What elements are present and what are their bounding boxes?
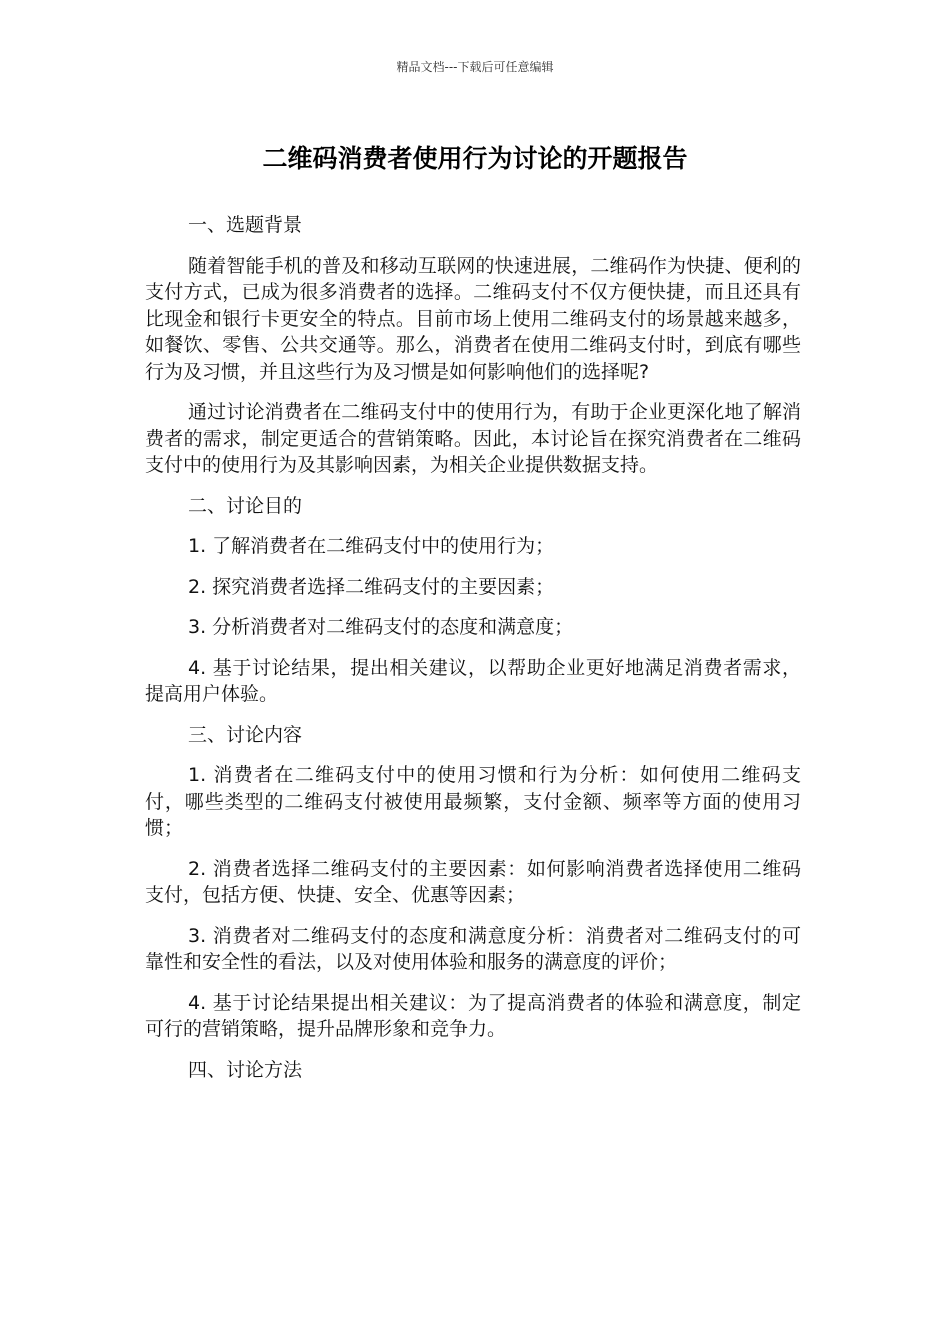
section-heading-background: 一、选题背景 — [188, 214, 303, 236]
objective-item-2: 2. 探究消费者选择二维码支付的主要因素； — [188, 575, 555, 598]
header-note: 精品文档---下载后可任意编辑 — [396, 60, 554, 74]
objective-item-4: 4. 基于讨论结果，提出相关建议，以帮助企业更好地满足消费者需求，提高用户体验。 — [145, 656, 801, 705]
section-heading-methods: 四、讨论方法 — [188, 1058, 303, 1081]
objective-item-1: 1. 了解消费者在二维码支付中的使用行为； — [188, 535, 555, 557]
content-item-1: 1. 消费者在二维码支付中的使用习惯和行为分析：如何使用二维码支付，哪些类型的二维码支付被使用最频繁，支付金额、频率等方面的使用习惯； — [145, 764, 801, 839]
section-heading-objectives: 二、讨论目的 — [188, 494, 303, 517]
content-item-2: 2. 消费者选择二维码支付的主要因素：如何影响消费者选择使用二维码支付，包括方便、快捷、安全、优惠等因素； — [145, 857, 801, 906]
paragraph-background-2: 通过讨论消费者在二维码支付中的使用行为，有助于企业更深化地了解消费者的需求，制定更适合的营销策略。因此，本讨论旨在探究消费者在二维码支付中的使用行为及其影响因素，为相关企业提供数据支持。 — [145, 401, 801, 476]
objective-item-3: 3. 分析消费者对二维码支付的态度和满意度； — [188, 616, 574, 638]
content-item-3: 3. 消费者对二维码支付的态度和满意度分析：消费者对二维码支付的可靠性和安全性的看法，以及对使用体验和服务的满意度的评价； — [145, 924, 801, 973]
document-body — [145, 212, 801, 1097]
document-title: 二维码消费者使用行为讨论的开题报告 — [262, 144, 688, 173]
content-item-4: 4. 基于讨论结果提出相关建议：为了提高消费者的体验和满意度，制定可行的营销策略，提升品牌形象和竞争力。 — [145, 991, 801, 1040]
paragraph-background-1: 随着智能手机的普及和移动互联网的快速进展，二维码作为快捷、便利的支付方式，已成为很多消费者的选择。二维码支付不仅方便快捷，而且还具有比现金和银行卡更安全的特点。目前市场上使用二维码支付的场景越来越多，如餐饮、零售、公共交通等。那么，消费者在使用二维码支付时，到底有哪些行为及习惯，并且这些行为及习惯是如何影响他们的选择呢? — [145, 254, 801, 383]
section-heading-content: 三、讨论内容 — [188, 723, 303, 746]
